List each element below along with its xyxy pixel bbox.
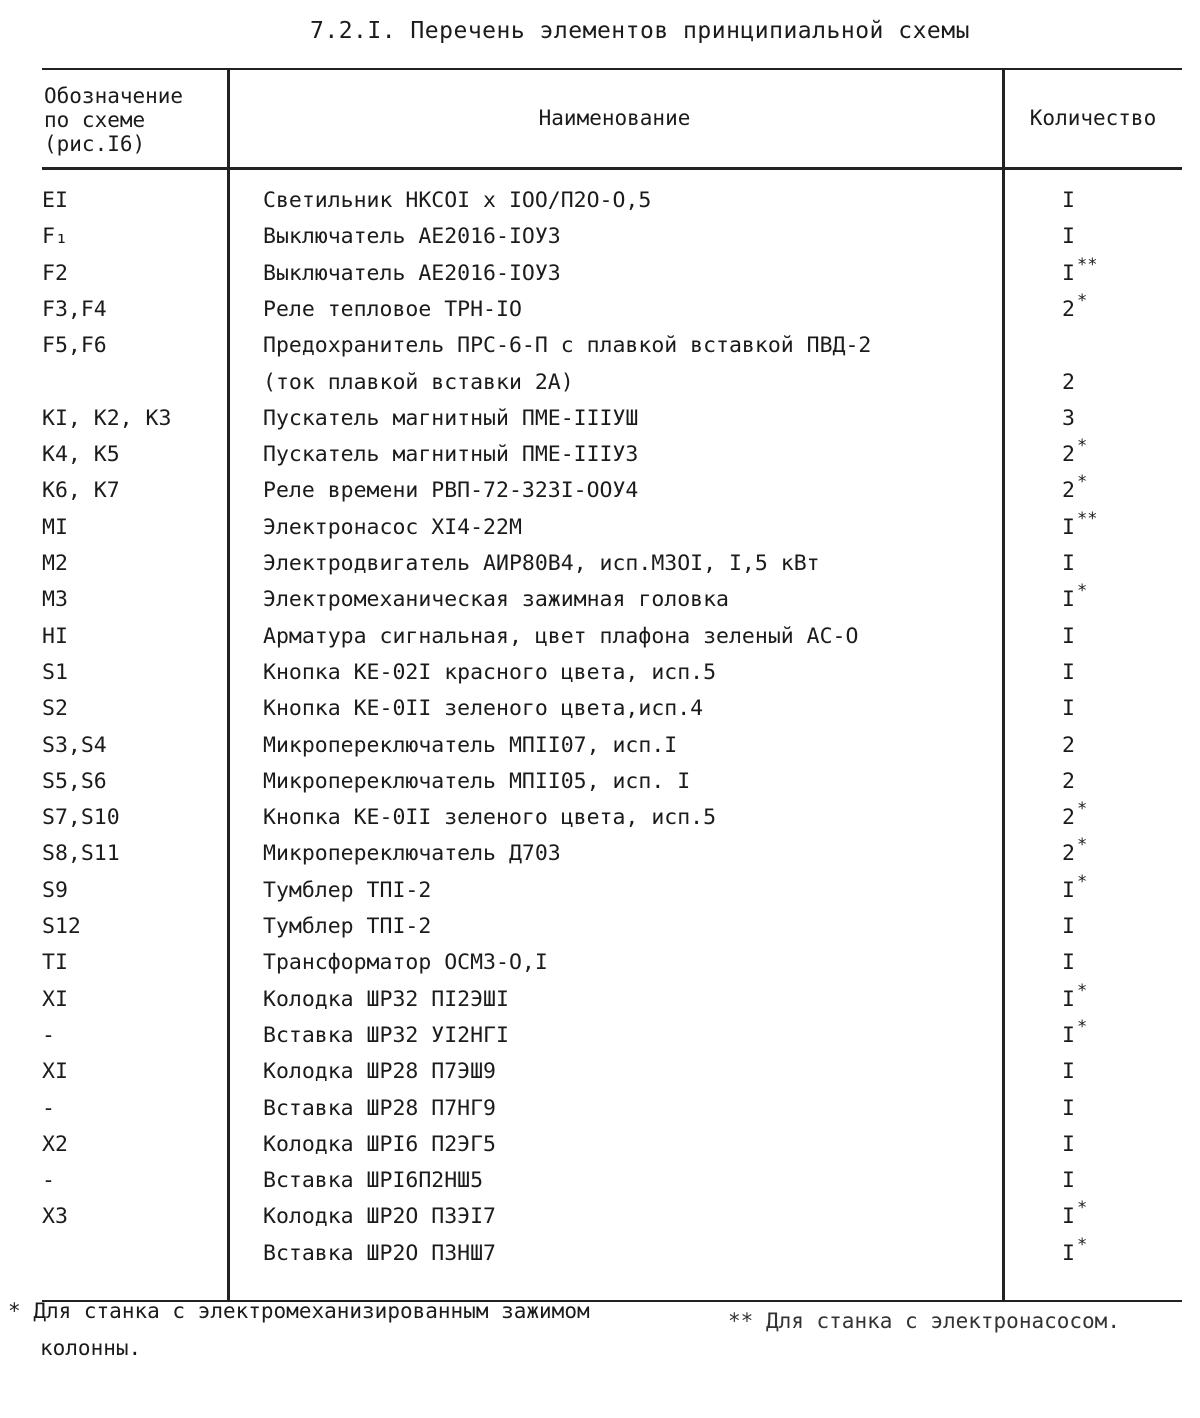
row-quantity-value: I: [1062, 914, 1075, 939]
row-quantity-value: 2: [1062, 478, 1075, 504]
row-quantity: [1062, 733, 1122, 758]
table-row: [42, 224, 1182, 260]
table-row: [42, 406, 1182, 442]
table-row: [42, 508, 1182, 551]
row-quantity: [1062, 1016, 1122, 1048]
row-quantity: [1062, 551, 1122, 576]
row-quantity: [1062, 472, 1122, 504]
row-quantity-value: I: [1062, 950, 1075, 976]
table-row: [42, 333, 1182, 369]
row-designation: XI: [42, 986, 68, 1012]
row-footnote-mark: *: [1076, 980, 1088, 1001]
row-designation: MI: [42, 514, 68, 540]
row-quantity: [1062, 406, 1122, 431]
row-quantity: [1062, 1234, 1122, 1266]
row-quantity: [1062, 333, 1122, 358]
row-name: Вставка ШР2О П3НШ7: [263, 1240, 496, 1266]
row-quantity: [1062, 835, 1122, 867]
row-quantity-value: 2: [1062, 805, 1075, 831]
row-footnote-mark: *: [1076, 290, 1088, 311]
row-quantity-value: 2: [1062, 369, 1075, 395]
footnote-1-mark: *: [8, 1299, 21, 1323]
table-row: [42, 188, 1182, 224]
row-designation: -: [42, 1168, 55, 1194]
row-name: Электродвигатель АИР80В4, исп.М3ОI, I,5 кВт: [263, 551, 820, 576]
footnote-1: [8, 1293, 590, 1329]
row-quantity: [1062, 581, 1122, 613]
row-quantity: [1062, 1096, 1122, 1121]
row-quantity: [1062, 660, 1122, 685]
row-name: Электронасос XI4-22М: [263, 514, 522, 540]
row-footnote-mark: *: [1076, 1198, 1088, 1219]
table-row: [42, 799, 1182, 841]
row-quantity: [1062, 254, 1122, 286]
row-designation: HI: [42, 623, 68, 649]
row-name: Кнопка КЕ-02I красного цвета, исп.5: [263, 659, 717, 685]
table-row: [42, 1234, 1182, 1277]
elements-table: [42, 68, 1182, 1302]
row-quantity-value: I: [1062, 260, 1075, 286]
row-quantity-value: I: [1062, 1240, 1075, 1266]
row-quantity: [1062, 769, 1122, 794]
row-quantity: [1062, 1198, 1122, 1230]
row-designation: XI: [42, 1059, 68, 1085]
row-name: Кнопка КЕ-0II зеленого цвета, исп.5: [263, 805, 717, 831]
header-code: [44, 84, 224, 156]
table-row: [42, 472, 1182, 514]
footnote-2-mark: **: [728, 1309, 754, 1333]
row-quantity-value: I: [1062, 1095, 1075, 1121]
row-name: Арматура сигнальная, цвет плафона зеленый АС-О: [263, 623, 859, 649]
row-designation: KI, K2, K3: [42, 405, 172, 431]
row-name: Колодка ШР28 П7ЭШ9: [263, 1059, 496, 1085]
row-quantity: [1062, 1059, 1122, 1084]
row-footnote-mark: *: [1076, 1234, 1088, 1255]
row-footnote-mark: *: [1076, 1016, 1088, 1037]
row-quantity-value: I: [1062, 696, 1075, 722]
row-name: Реле тепловое ТРН-IО: [263, 296, 522, 322]
row-footnote-mark: *: [1076, 835, 1088, 856]
row-quantity-value: I: [1062, 514, 1075, 540]
row-footnote-mark: *: [1076, 581, 1088, 602]
row-designation: -: [42, 1095, 55, 1121]
row-quantity-value: 2: [1062, 442, 1075, 468]
table-row: [42, 1059, 1182, 1095]
row-designation: EI: [42, 188, 68, 213]
row-name: Микропереключатель Д703: [263, 841, 561, 867]
row-designation: S9: [42, 877, 68, 903]
row-name: Светильник НКСОI х IОО/П2О-О,5: [263, 188, 652, 213]
table-row: [42, 551, 1182, 587]
row-quantity-value: I: [1062, 1022, 1075, 1048]
table-row: [42, 1096, 1182, 1132]
table-row: [42, 733, 1182, 769]
row-name: Кнопка КЕ-0II зеленого цвета,исп.4: [263, 696, 704, 722]
row-name: Предохранитель ПРС-6-П с плавкой вставкой ПВД-2: [263, 333, 872, 359]
row-designation: F3,F4: [42, 296, 107, 322]
row-quantity-value: I: [1062, 1059, 1075, 1085]
row-designation: M3: [42, 587, 68, 613]
row-footnote-mark: *: [1076, 436, 1088, 457]
row-quantity: [1062, 914, 1122, 939]
header-code-line: по схеме: [44, 108, 146, 132]
table-row: [42, 835, 1182, 877]
table-row: [42, 1132, 1182, 1168]
row-quantity-value: I: [1062, 587, 1075, 613]
row-name: Тумблер ТПI-2: [263, 877, 432, 903]
footnote-2-text: Для станка с электронасосом.: [765, 1309, 1120, 1333]
row-quantity: [1062, 696, 1122, 721]
row-name: Трансформатор ОСМ3-О,I: [263, 950, 548, 976]
header-code-line: Обозначение: [44, 84, 184, 108]
table-row: [42, 1198, 1182, 1240]
row-footnote-mark: *: [1076, 799, 1088, 820]
row-name: Пускатель магнитный ПМЕ-IIIУШ: [263, 405, 639, 431]
row-quantity-value: I: [1062, 1131, 1075, 1157]
row-name: (ток плавкой вставки 2А): [263, 369, 574, 395]
row-designation: S5,S6: [42, 768, 107, 794]
row-name: Микропереключатель МПII07, исп.I: [263, 732, 678, 758]
footnote-2: [728, 1303, 1120, 1339]
row-designation: TI: [42, 950, 68, 976]
row-quantity-value: I: [1062, 623, 1075, 649]
row-quantity-value: I: [1062, 659, 1075, 685]
row-quantity-value: I: [1062, 986, 1075, 1012]
row-quantity: [1062, 1168, 1122, 1193]
table-row: [42, 581, 1182, 623]
row-designation: X3: [42, 1204, 68, 1230]
row-designation: S1: [42, 659, 68, 685]
table-row: [42, 980, 1182, 1023]
table-row: [42, 696, 1182, 732]
row-designation: S12: [42, 914, 81, 939]
row-name: Тумблер ТПI-2: [263, 914, 432, 939]
page-title: 7.2.I. Перечень элементов принципиальной схемы: [310, 18, 970, 44]
row-name: Выключатель АЕ2016-IОУ3: [263, 224, 561, 250]
row-quantity: [1062, 1132, 1122, 1157]
row-quantity-value: 2: [1062, 841, 1075, 867]
row-name: Вставка ШР28 П7НГ9: [263, 1095, 496, 1121]
row-footnote-mark: *: [1076, 472, 1088, 493]
table-row: [42, 914, 1182, 950]
table-row: [42, 950, 1182, 986]
row-quantity: [1062, 624, 1122, 649]
row-quantity-value: 2: [1062, 768, 1075, 794]
row-name: Вставка ШРI6П2НШ5: [263, 1168, 484, 1194]
row-designation: S7,S10: [42, 805, 120, 831]
header-qty: Количество: [1029, 106, 1157, 130]
header-code-line: (рис.I6): [44, 132, 146, 156]
footnote-1-text: Для станка с электромеханизированным зажимом: [33, 1299, 590, 1323]
row-quantity: [1062, 370, 1122, 395]
row-footnote-mark: *: [1076, 871, 1088, 892]
row-name: Реле времени РВП-72-323I-ООУ4: [263, 478, 639, 504]
row-quantity-value: I: [1062, 1204, 1075, 1230]
table-row: [42, 290, 1182, 333]
row-quantity-value: 2: [1062, 732, 1075, 758]
row-quantity-value: I: [1062, 1168, 1075, 1194]
row-quantity: [1062, 188, 1122, 213]
row-name: Электромеханическая зажимная головка: [263, 587, 729, 613]
row-quantity-value: I: [1062, 224, 1075, 250]
table-row: [42, 1016, 1182, 1059]
row-quantity: [1062, 950, 1122, 975]
table-row: [42, 370, 1182, 406]
header-name: Наименование: [538, 106, 691, 130]
header-divider: [42, 167, 1182, 170]
table-row: [42, 769, 1182, 805]
row-quantity: [1062, 290, 1122, 322]
row-quantity-value: 3: [1062, 405, 1075, 431]
table-row: [42, 436, 1182, 478]
row-name: Колодка ШР32 ПI2ЭШI: [263, 986, 509, 1012]
row-quantity: [1062, 980, 1122, 1012]
row-designation: S2: [42, 696, 68, 722]
row-designation: F2: [42, 260, 68, 286]
row-quantity: [1062, 224, 1122, 249]
row-designation: M2: [42, 551, 68, 576]
row-name: Колодка ШРI6 П2ЭГ5: [263, 1131, 496, 1157]
row-name: Микропереключатель МПII05, исп. I: [263, 768, 691, 794]
row-quantity: [1062, 799, 1122, 831]
row-designation: K4, K5: [42, 442, 120, 468]
table-row: [42, 660, 1182, 696]
row-quantity-value: I: [1062, 188, 1075, 213]
table-row: [42, 1168, 1182, 1204]
row-footnote-mark: **: [1076, 254, 1098, 275]
footnote-1-continuation: колонны.: [40, 1336, 142, 1360]
row-name: Колодка ШР2О П3ЭI7: [263, 1204, 496, 1230]
row-name: Выключатель АЕ2016-IОУ3: [263, 260, 561, 286]
row-quantity: [1062, 436, 1122, 468]
row-designation: -: [42, 1022, 55, 1048]
row-designation: X2: [42, 1131, 68, 1157]
row-footnote-mark: **: [1076, 508, 1098, 529]
row-quantity-value: I: [1062, 551, 1075, 576]
table-row: [42, 624, 1182, 660]
row-name: Пускатель магнитный ПМЕ-IIIУ3: [263, 442, 639, 468]
row-quantity-value: I: [1062, 877, 1075, 903]
row-quantity: [1062, 508, 1122, 540]
row-designation: K6, K7: [42, 478, 120, 504]
row-quantity: [1062, 871, 1122, 903]
row-name: Вставка ШР32 УI2НГI: [263, 1022, 509, 1048]
table-row: [42, 254, 1182, 297]
row-designation: F5,F6: [42, 333, 107, 359]
row-designation: F₁: [42, 224, 68, 250]
row-designation: S3,S4: [42, 732, 107, 758]
row-designation: S8,S11: [42, 841, 120, 867]
row-quantity-value: 2: [1062, 296, 1075, 322]
table-row: [42, 871, 1182, 914]
